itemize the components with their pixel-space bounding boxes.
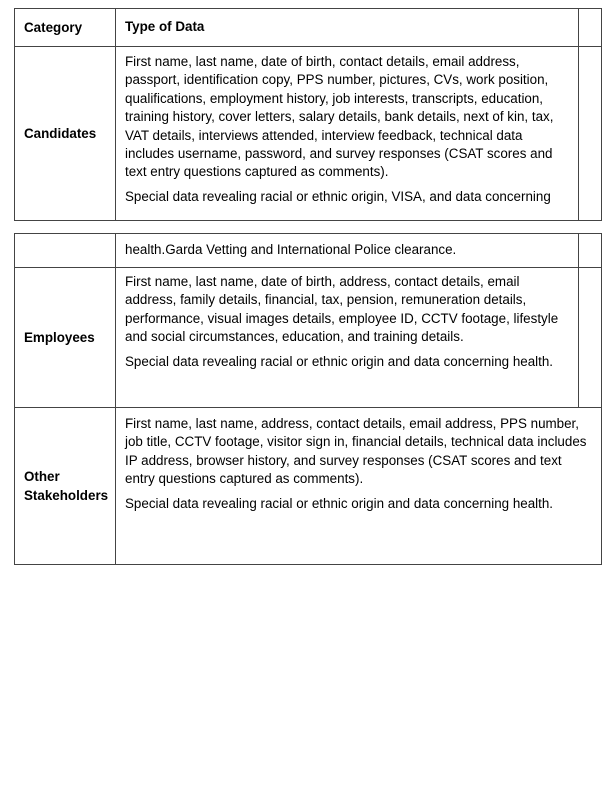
category-cell-employees [15,268,116,408]
header-category-cell [15,9,116,47]
category-label: Other Stakeholders [24,469,109,503]
special-data-description: Special data revealing racial or ethnic origin and data concerning health. [125,495,554,511]
category-cell-continued [15,234,116,268]
empty-cell [579,234,602,268]
table-row-candidates-continued [15,234,602,268]
table-row-other-stakeholders [15,408,602,565]
header-empty-cell [579,9,602,47]
special-data-continued: health.Garda Vetting and International Police clearance. [125,242,457,258]
data-category-table-part-2 [14,233,602,565]
data-description: First name, last name, address, contact details, email address, PPS number, job title, CCTV footage, visitor sign in, financial details, technical data includes IP address, browser history, and survey responses (CSAT scores and text entry questions captured as comments). [125,416,587,487]
category-cell-candidates [15,47,116,221]
header-type-of-data: Type of Data [125,19,205,35]
type-cell-employees [116,268,579,408]
category-cell-other-stakeholders [15,408,116,565]
data-category-table-part-1 [14,8,602,221]
data-description: First name, last name, date of birth, contact details, email address, passport, identification copy, PPS number, pictures, CVs, work position, qualifications, employment history, job interests, transcripts, education, training history, cover letters, salary details, bank details, next of kin, tax, VAT details, interviews attended, interview feedback, technical data includes username, password, and survey responses (CSAT scores and text entry questions captured as comments). [125,54,554,180]
special-data-description: Special data revealing racial or ethnic origin and data concerning health. [125,353,554,369]
special-data-description: Special data revealing racial or ethnic origin, VISA, and data concerning [125,188,551,204]
category-label: Candidates [24,126,97,141]
category-label [15,234,115,267]
table-header-row [15,9,602,47]
table-row-candidates [15,47,602,221]
empty-cell [579,268,602,408]
type-cell-continued [116,234,579,268]
header-type-cell [116,9,579,47]
category-label: Employees [24,330,95,345]
empty-cell [579,47,602,221]
table-row-employees [15,268,602,408]
type-cell-other-stakeholders [116,408,602,565]
data-description: First name, last name, date of birth, address, contact details, email address, family details, financial, tax, pension, remuneration details, performance, visual images details, employee ID, CCTV footage, lifestyle and social circumstances, education, and training details. [125,274,559,345]
header-category: Category [24,20,83,35]
type-cell-candidates [116,47,579,221]
